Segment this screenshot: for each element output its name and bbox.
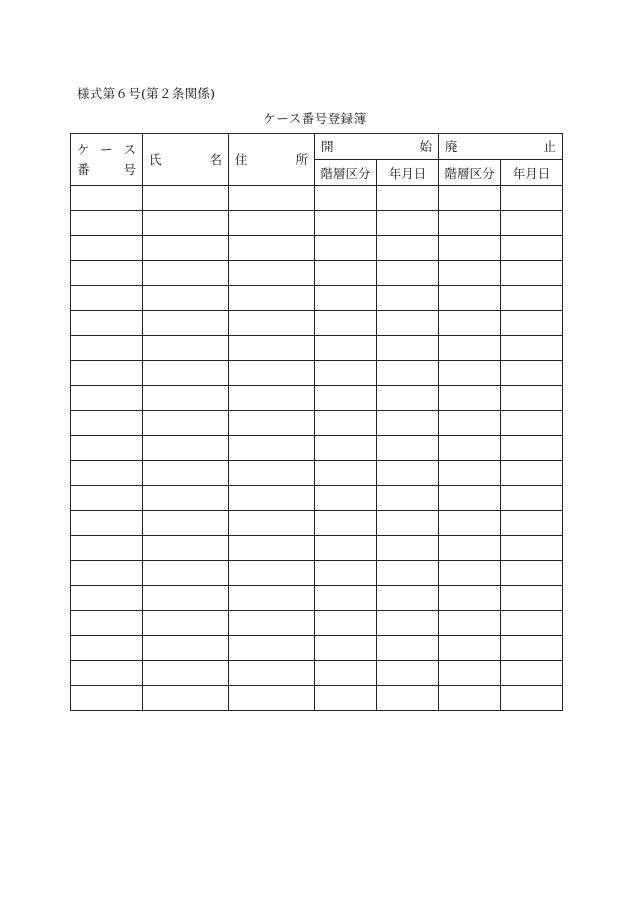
case-number-cell[interactable]: [71, 186, 143, 211]
start-class-cell[interactable]: [315, 336, 377, 361]
table-row: [71, 686, 563, 711]
start-class-cell[interactable]: [315, 311, 377, 336]
start-class-cell[interactable]: [315, 686, 377, 711]
address-cell[interactable]: [229, 561, 315, 586]
header-start: 開 始: [315, 134, 439, 160]
case-number-cell[interactable]: [71, 411, 143, 436]
start-class-cell[interactable]: [315, 511, 377, 536]
header-start-date: 年月日: [377, 160, 439, 186]
name-cell[interactable]: [143, 236, 229, 261]
start-class-cell[interactable]: [315, 586, 377, 611]
form-number: 様式第６号(第２条関係): [77, 86, 216, 101]
case-number-cell[interactable]: [71, 311, 143, 336]
start-class-cell[interactable]: [315, 611, 377, 636]
end-date-cell[interactable]: [501, 636, 563, 661]
table-row: [71, 561, 563, 586]
table-row: [71, 186, 563, 211]
start-date-cell[interactable]: [377, 311, 439, 336]
address-cell[interactable]: [229, 361, 315, 386]
start-date-cell[interactable]: [377, 286, 439, 311]
start-class-cell[interactable]: [315, 236, 377, 261]
address-cell[interactable]: [229, 336, 315, 361]
start-class-cell[interactable]: [315, 361, 377, 386]
case-number-cell[interactable]: [71, 561, 143, 586]
end-class-cell[interactable]: [439, 336, 501, 361]
end-date-cell[interactable]: [501, 311, 563, 336]
name-cell[interactable]: [143, 386, 229, 411]
end-class-cell[interactable]: [439, 561, 501, 586]
end-date-cell[interactable]: [501, 186, 563, 211]
table-row: [71, 236, 563, 261]
end-class-cell[interactable]: [439, 211, 501, 236]
end-date-cell[interactable]: [501, 511, 563, 536]
case-number-cell[interactable]: [71, 686, 143, 711]
start-class-cell[interactable]: [315, 286, 377, 311]
name-cell[interactable]: [143, 186, 229, 211]
end-class-cell[interactable]: [439, 586, 501, 611]
case-number-cell[interactable]: [71, 361, 143, 386]
name-cell[interactable]: [143, 486, 229, 511]
name-cell[interactable]: [143, 336, 229, 361]
case-number-cell[interactable]: [71, 261, 143, 286]
end-date-cell[interactable]: [501, 361, 563, 386]
table-row: [71, 461, 563, 486]
end-class-cell[interactable]: [439, 286, 501, 311]
case-number-cell[interactable]: [71, 286, 143, 311]
end-class-cell[interactable]: [439, 486, 501, 511]
name-cell[interactable]: [143, 411, 229, 436]
start-date-cell[interactable]: [377, 636, 439, 661]
end-class-cell[interactable]: [439, 186, 501, 211]
header-end: 廃 止: [439, 134, 563, 160]
address-cell[interactable]: [229, 511, 315, 536]
name-cell[interactable]: [143, 286, 229, 311]
table-row: [71, 436, 563, 461]
end-class-cell[interactable]: [439, 386, 501, 411]
name-cell[interactable]: [143, 611, 229, 636]
start-date-cell[interactable]: [377, 686, 439, 711]
end-class-cell[interactable]: [439, 361, 501, 386]
table-row: [71, 536, 563, 561]
address-cell[interactable]: [229, 436, 315, 461]
end-date-cell[interactable]: [501, 461, 563, 486]
start-date-cell[interactable]: [377, 536, 439, 561]
address-cell[interactable]: [229, 386, 315, 411]
case-number-cell[interactable]: [71, 436, 143, 461]
case-number-cell[interactable]: [71, 636, 143, 661]
name-cell[interactable]: [143, 311, 229, 336]
start-class-cell[interactable]: [315, 561, 377, 586]
start-date-cell[interactable]: [377, 336, 439, 361]
start-date-cell[interactable]: [377, 436, 439, 461]
end-class-cell[interactable]: [439, 661, 501, 686]
name-cell[interactable]: [143, 586, 229, 611]
start-class-cell[interactable]: [315, 661, 377, 686]
address-cell[interactable]: [229, 636, 315, 661]
end-class-cell[interactable]: [439, 611, 501, 636]
start-date-cell[interactable]: [377, 611, 439, 636]
end-date-cell[interactable]: [501, 336, 563, 361]
address-cell[interactable]: [229, 536, 315, 561]
table-row: [71, 586, 563, 611]
end-date-cell[interactable]: [501, 386, 563, 411]
table-row: [71, 261, 563, 286]
case-number-cell[interactable]: [71, 611, 143, 636]
end-class-cell[interactable]: [439, 536, 501, 561]
address-cell[interactable]: [229, 461, 315, 486]
start-class-cell[interactable]: [315, 636, 377, 661]
case-number-cell[interactable]: [71, 461, 143, 486]
start-class-cell[interactable]: [315, 211, 377, 236]
table-body: [71, 186, 563, 711]
end-date-cell[interactable]: [501, 661, 563, 686]
start-date-cell[interactable]: [377, 586, 439, 611]
name-cell[interactable]: [143, 661, 229, 686]
table-row: [71, 636, 563, 661]
table-row: [71, 661, 563, 686]
name-cell[interactable]: [143, 211, 229, 236]
end-class-cell[interactable]: [439, 636, 501, 661]
address-cell[interactable]: [229, 686, 315, 711]
table-row: [71, 411, 563, 436]
end-class-cell[interactable]: [439, 311, 501, 336]
header-end-class: 階層区分: [439, 160, 501, 186]
name-cell[interactable]: [143, 461, 229, 486]
page-title: ケース番号登録簿: [263, 111, 367, 126]
name-cell[interactable]: [143, 561, 229, 586]
case-number-cell[interactable]: [71, 661, 143, 686]
start-date-cell[interactable]: [377, 486, 439, 511]
end-class-cell[interactable]: [439, 236, 501, 261]
end-date-cell[interactable]: [501, 586, 563, 611]
start-class-cell[interactable]: [315, 386, 377, 411]
end-class-cell[interactable]: [439, 686, 501, 711]
address-cell[interactable]: [229, 486, 315, 511]
case-number-cell[interactable]: [71, 336, 143, 361]
end-date-cell[interactable]: [501, 611, 563, 636]
start-date-cell[interactable]: [377, 186, 439, 211]
end-class-cell[interactable]: [439, 411, 501, 436]
case-number-cell[interactable]: [71, 486, 143, 511]
address-cell[interactable]: [229, 236, 315, 261]
end-class-cell[interactable]: [439, 461, 501, 486]
case-number-cell[interactable]: [71, 386, 143, 411]
name-cell[interactable]: [143, 686, 229, 711]
address-cell[interactable]: [229, 186, 315, 211]
start-date-cell[interactable]: [377, 211, 439, 236]
address-cell[interactable]: [229, 311, 315, 336]
name-cell[interactable]: [143, 436, 229, 461]
start-date-cell[interactable]: [377, 661, 439, 686]
end-date-cell[interactable]: [501, 286, 563, 311]
end-date-cell[interactable]: [501, 536, 563, 561]
start-date-cell[interactable]: [377, 236, 439, 261]
end-date-cell[interactable]: [501, 411, 563, 436]
table-header: [71, 134, 563, 186]
address-cell[interactable]: [229, 661, 315, 686]
header-start-class: 階層区分: [315, 160, 377, 186]
table-row: [71, 486, 563, 511]
start-class-cell[interactable]: [315, 536, 377, 561]
table-row: [71, 286, 563, 311]
start-class-cell[interactable]: [315, 411, 377, 436]
end-class-cell[interactable]: [439, 436, 501, 461]
start-class-cell[interactable]: [315, 186, 377, 211]
name-cell[interactable]: [143, 636, 229, 661]
start-date-cell[interactable]: [377, 511, 439, 536]
table-row: [71, 361, 563, 386]
end-date-cell[interactable]: [501, 486, 563, 511]
table-row: [71, 311, 563, 336]
end-class-cell[interactable]: [439, 261, 501, 286]
table-row: [71, 336, 563, 361]
start-date-cell[interactable]: [377, 411, 439, 436]
end-date-cell[interactable]: [501, 436, 563, 461]
end-date-cell[interactable]: [501, 561, 563, 586]
header-address: 住 所: [229, 134, 315, 186]
end-date-cell[interactable]: [501, 261, 563, 286]
name-cell[interactable]: [143, 361, 229, 386]
start-class-cell[interactable]: [315, 461, 377, 486]
start-date-cell[interactable]: [377, 561, 439, 586]
case-number-cell[interactable]: [71, 511, 143, 536]
case-number-cell[interactable]: [71, 586, 143, 611]
case-number-cell[interactable]: [71, 211, 143, 236]
case-number-cell[interactable]: [71, 536, 143, 561]
address-cell[interactable]: [229, 611, 315, 636]
table-row: [71, 211, 563, 236]
address-cell[interactable]: [229, 586, 315, 611]
name-cell[interactable]: [143, 536, 229, 561]
header-name: 氏 名: [143, 134, 229, 186]
address-cell[interactable]: [229, 261, 315, 286]
address-cell[interactable]: [229, 411, 315, 436]
name-cell[interactable]: [143, 511, 229, 536]
header-end-date: 年月日: [501, 160, 563, 186]
name-cell[interactable]: [143, 261, 229, 286]
start-class-cell[interactable]: [315, 436, 377, 461]
start-date-cell[interactable]: [377, 386, 439, 411]
start-date-cell[interactable]: [377, 261, 439, 286]
end-date-cell[interactable]: [501, 686, 563, 711]
case-register-table: [70, 133, 563, 711]
header-case-number: ケ ー ス 番 号: [71, 134, 143, 186]
end-date-cell[interactable]: [501, 236, 563, 261]
start-class-cell[interactable]: [315, 261, 377, 286]
end-class-cell[interactable]: [439, 511, 501, 536]
table-row: [71, 511, 563, 536]
address-cell[interactable]: [229, 286, 315, 311]
start-date-cell[interactable]: [377, 461, 439, 486]
end-date-cell[interactable]: [501, 211, 563, 236]
start-date-cell[interactable]: [377, 361, 439, 386]
start-class-cell[interactable]: [315, 486, 377, 511]
table-row: [71, 386, 563, 411]
address-cell[interactable]: [229, 211, 315, 236]
table-row: [71, 611, 563, 636]
case-number-cell[interactable]: [71, 236, 143, 261]
